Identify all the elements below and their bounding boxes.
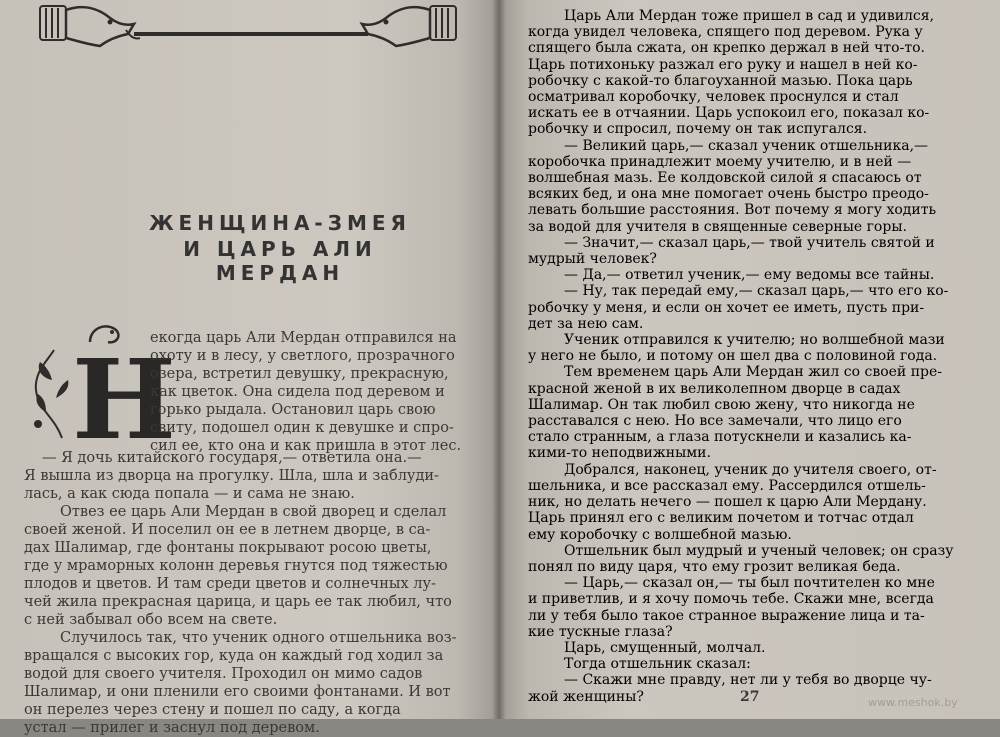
text-line: ли у тебя было такое странное выражение лица и та- bbox=[528, 607, 925, 624]
text-line: спящего была сжата, он крепко держал в ней что-то. bbox=[528, 40, 925, 57]
text-line: осматривал коробочку, человек проснулся и стал bbox=[528, 89, 899, 106]
text-line: робочку с какой-то благоуханной мазью. Пока царь bbox=[528, 72, 913, 89]
text-line: ник, но делать нечего — пошел к царю Али Мердану. bbox=[528, 494, 927, 511]
text-line: Случилось так, что ученик одного отшельника воз- bbox=[60, 630, 457, 646]
text-line: кими-то неподвижными. bbox=[528, 445, 711, 462]
text-line: красной женой в их великолепном дворце в садах bbox=[528, 380, 901, 397]
text-line: где у мраморных колонн деревья гнутся под тяжестью bbox=[24, 558, 448, 574]
text-line: чей жила прекрасная царица, и царь ее так любил, что bbox=[24, 594, 452, 610]
text-line: — Я дочь китайского государя,— ответила она.— bbox=[42, 450, 422, 466]
text-line: левать большие расстояния. Вот почему я могу ходить bbox=[528, 202, 937, 219]
opening-paragraph bbox=[150, 329, 480, 455]
text-line: всяких бед, и она мне помогает очень быстро преодо- bbox=[528, 186, 929, 203]
text-line: за водой для учителя в священные северные горы. bbox=[528, 218, 907, 235]
text-line: робочку и спросил, почему он так испугался. bbox=[528, 121, 868, 138]
text-line: Ученик отправился к учителю; но волшебной мази bbox=[564, 332, 945, 349]
text-line: когда увидел человека, спящего под деревом. Рука у bbox=[528, 24, 923, 41]
text-line: шельника, и все рассказал ему. Рассердился отшель- bbox=[528, 477, 926, 494]
serpent-headpiece-ornament bbox=[38, 0, 458, 58]
text-line: Шалимар, и они пленили его своими фонтанами. И вот bbox=[24, 684, 451, 700]
text-line: Отшельник был мудрый и ученый человек; он сразу bbox=[564, 542, 954, 559]
text-line: и приветлив, и я хочу помочь тебе. Скажи мне, всегда bbox=[528, 591, 934, 608]
story-title-line-1: ЖЕНЩИНА-ЗМЕЯ bbox=[149, 211, 411, 235]
text-line: искать ее в отчаянии. Царь успокоил его, показал ко- bbox=[528, 105, 930, 122]
text-line: коробочка принадлежит моему учителю, и в ней — bbox=[528, 153, 912, 170]
page-number: 27 bbox=[740, 689, 760, 705]
text-line: водой для своего учителя. Проходил он мимо садов bbox=[24, 666, 423, 682]
text-line: кие тускные глаза? bbox=[528, 623, 673, 640]
text-line: с ней забывал обо всем на свете. bbox=[24, 612, 278, 628]
text-line: устал — прилег и заснул под деревом. bbox=[24, 720, 320, 736]
text-line: Добрался, наконец, ученик до учителя своего, от- bbox=[564, 461, 937, 478]
drop-cap-letter: Н bbox=[72, 335, 176, 464]
text-line: — Царь,— сказал он,— ты был почтителен ко мне bbox=[564, 575, 935, 592]
text-line: сил ее, кто она и как пришла в этот лес. bbox=[150, 438, 462, 454]
text-line: Царь принял его с великим почетом и тотчас отдал bbox=[528, 510, 914, 527]
text-line: охоту и в лесу, у светлого, прозрачного bbox=[150, 348, 455, 364]
book-gutter-shadow bbox=[492, 0, 506, 719]
text-line: Я вышла из дворца на прогулку. Шла, шла и заблуди- bbox=[24, 468, 439, 484]
text-line: Царь потихоньку разжал его руку и нашел в ней ко- bbox=[528, 56, 918, 73]
text-line: как цветок. Она сидела под деревом и bbox=[150, 384, 445, 400]
text-line: своей женой. И поселил он ее в летнем дворце, в са- bbox=[24, 522, 431, 538]
text-line: дет за нею сам. bbox=[528, 315, 644, 332]
text-line: — Великий царь,— сказал ученик отшельника,— bbox=[564, 137, 929, 154]
text-line: расставался с нею. Но все замечали, что лицо его bbox=[528, 413, 902, 430]
text-line: — Значит,— сказал царь,— твой учитель святой и bbox=[564, 234, 935, 251]
text-line: — Скажи мне правду, нет ли у тебя во дворце чу- bbox=[564, 672, 932, 689]
text-line: лась, а как сюда попала — и сама не знаю. bbox=[24, 486, 355, 502]
text-line: дах Шалимар, где фонтаны покрывают росою цветы, bbox=[24, 540, 432, 556]
text-line: он перелез через стену и пошел по саду, а когда bbox=[24, 702, 401, 718]
text-line: волшебная мазь. Ее колдовской силой я спасаюсь от bbox=[528, 170, 922, 187]
text-line: плодов и цветов. И там среди цветов и солнечных лу- bbox=[24, 576, 436, 592]
text-line: ему коробочку с волшебной мазью. bbox=[528, 526, 792, 543]
text-line: Царь Али Мердан тоже пришел в сад и удивился, bbox=[564, 8, 935, 24]
site-watermark: www.meshok.by bbox=[868, 696, 958, 709]
text-line: стало странным, а глаза потускнели и казались ка- bbox=[528, 429, 912, 446]
text-line: у него не было, и потому он шел два с половиной года. bbox=[528, 348, 938, 365]
left-page-body bbox=[24, 449, 472, 737]
right-page-body bbox=[528, 8, 968, 705]
text-line: свиту, подошел один к девушке и спро- bbox=[150, 420, 454, 436]
text-line: — Ну, так передай ему,— сказал царь,— что его ко- bbox=[564, 283, 949, 300]
text-line: Тем временем царь Али Мердан жил со своей пре- bbox=[564, 364, 943, 381]
text-line: — Да,— ответил ученик,— ему ведомы все тайны. bbox=[564, 267, 935, 284]
story-title-line-2: И ЦАРЬ АЛИ МЕРДАН bbox=[183, 237, 377, 285]
text-line: Тогда отшельник сказал: bbox=[564, 656, 751, 673]
left-page bbox=[0, 0, 498, 736]
text-line: Шалимар. Он так любил свою жену, что никогда не bbox=[528, 396, 915, 413]
text-line: екогда царь Али Мердан отправился на bbox=[150, 330, 457, 346]
text-line: понял по виду царя, что ему грозит великая беда. bbox=[528, 558, 901, 575]
text-line: робочку у меня, и если он хочет ее иметь, пусть при- bbox=[528, 299, 925, 316]
text-line: горько рыдала. Остановил царь свою bbox=[150, 402, 436, 418]
text-line: Царь, смущенный, молчал. bbox=[564, 639, 766, 656]
text-line: озера, встретил девушку, прекрасную, bbox=[150, 366, 449, 382]
decorated-drop-cap bbox=[32, 320, 176, 464]
text-line: мудрый человек? bbox=[528, 251, 657, 268]
text-line: Отвез ее царь Али Мердан в свой дворец и сделал bbox=[60, 504, 447, 520]
text-line: вращался с высоких гор, куда он каждый год ходил за bbox=[24, 648, 444, 664]
text-line: жой женщины? bbox=[528, 688, 644, 705]
